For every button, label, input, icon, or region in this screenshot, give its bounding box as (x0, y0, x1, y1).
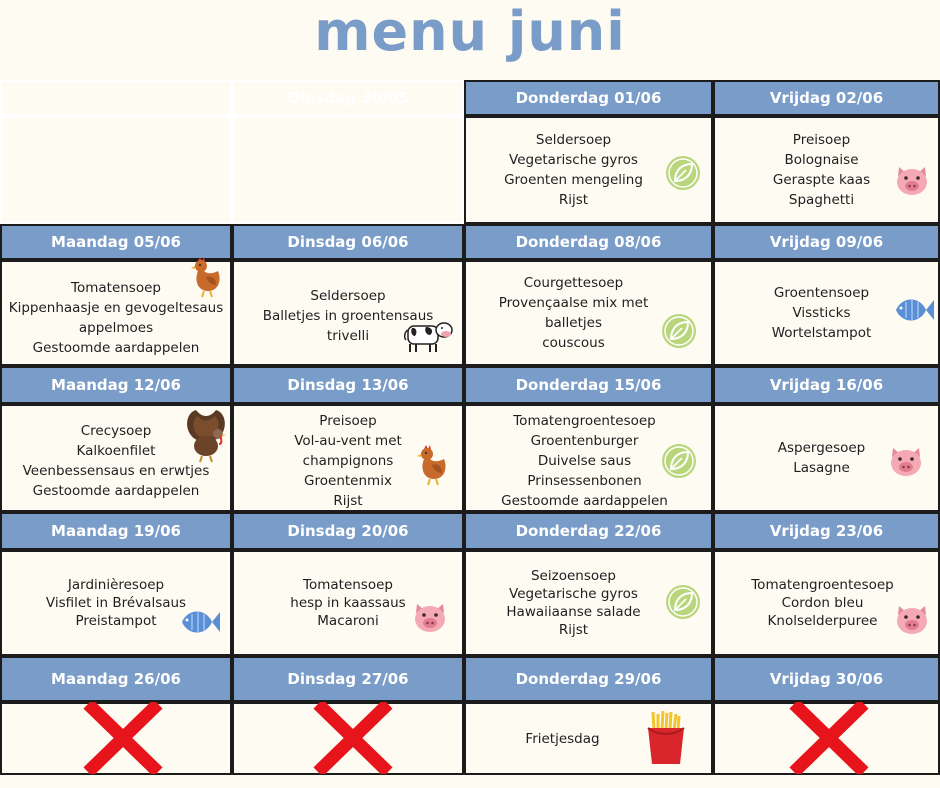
menu-line: Prinsessenbonen (527, 473, 642, 489)
menu-line: champignons (302, 453, 394, 469)
menu-line: Kalkoenfilet (76, 443, 156, 459)
leaf-icon (664, 583, 702, 621)
menu-line: Courgettesoep (523, 275, 624, 291)
menu-line: Lasagne (793, 460, 850, 476)
menu-line: Preisoep (319, 413, 377, 429)
menu-line: balletjes (544, 315, 603, 331)
menu-line: Duivelse saus (537, 453, 632, 469)
leaf-icon (660, 312, 698, 350)
day-header: Maandag 12/06 (0, 366, 232, 404)
day-header: Donderdag 15/06 (464, 366, 713, 404)
menu-line: Jardinièresoep (67, 577, 165, 593)
menu-line: Rijst (558, 622, 589, 638)
empty-menu-cell (232, 116, 464, 224)
chicken-icon (186, 255, 224, 299)
menu-line: Provençaalse mix met (498, 295, 649, 311)
menu-line: Seldersoep (310, 288, 386, 304)
day-header: Donderdag 01/06 (464, 80, 713, 116)
fish-icon (178, 602, 222, 642)
menu-line: Rijst (333, 493, 363, 509)
menu-line: Tomatensoep (71, 280, 161, 296)
menu-line: hesp in kaassaus (290, 595, 406, 611)
menu-line: appelmoes (78, 320, 154, 336)
menu-line: Vol-au-vent met (294, 433, 402, 449)
menu-line: trivelli (326, 328, 370, 344)
day-header: Dinsdag 20/06 (232, 512, 464, 550)
menu-line: Gestoomde aardappelen (32, 340, 200, 356)
empty-header-cell (0, 80, 232, 116)
menu-line: Groentensoep (773, 285, 870, 301)
menu-line: Geraspte kaas (772, 172, 871, 188)
pig-icon (888, 444, 924, 478)
menu-line: Tomatengroentesoep (751, 577, 894, 593)
menu-line: Wortelstampot (771, 325, 872, 341)
fries-icon (644, 710, 688, 766)
menu-line: Rijst (558, 192, 589, 208)
day-header: Vrijdag 23/06 (713, 512, 940, 550)
menu-line: Preisoep (792, 132, 851, 148)
day-header: Maandag 05/06 (0, 224, 232, 260)
day-header: Dinsdag 27/06 (232, 656, 464, 702)
page-title: menu juni (314, 0, 626, 63)
closed-x-icon (312, 702, 394, 774)
day-header: Donderdag 08/06 (464, 224, 713, 260)
menu-line: Groentenburger (530, 433, 639, 449)
menu-line: Spaghetti (788, 192, 855, 208)
day-header: Dinsdag 13/06 (232, 366, 464, 404)
menu-line: couscous (542, 335, 605, 351)
day-header: Vrijdag 30/06 (713, 656, 940, 702)
menu-line: Knolselderpuree (767, 613, 878, 629)
menu-line: Veenbessensaus en erwtjes (22, 463, 210, 479)
day-header: Maandag 19/06 (0, 512, 232, 550)
menu-line: Preistampot (75, 613, 157, 629)
menu-line: Seizoensoep (530, 568, 616, 584)
menu-line: Tomatensoep (303, 577, 393, 593)
chicken-icon (412, 443, 450, 487)
pig-icon (894, 163, 930, 197)
day-header: Vrijdag 16/06 (713, 366, 940, 404)
menu-line: Visfilet in Brévalsaus (45, 595, 187, 611)
menu-line: Gestoomde aardappelen (501, 493, 668, 509)
menu-line: Groenten mengeling (504, 172, 643, 188)
day-header: Donderdag 22/06 (464, 512, 713, 550)
menu-line: Seldersoep (535, 132, 612, 148)
menu-line: Vegetarische gyros (509, 152, 638, 168)
menu-line: Tomatengroentesoep (513, 413, 656, 429)
closed-x-icon (788, 702, 870, 774)
fish-icon (892, 290, 936, 330)
day-header: Donderdag 29/06 (464, 656, 713, 702)
leaf-icon (660, 442, 698, 480)
day-header: Vrijdag 02/06 (713, 80, 940, 116)
menu-line: Bolognaise (784, 152, 859, 168)
leaf-icon (664, 154, 702, 192)
menu-line: Frietjesdag (525, 730, 600, 747)
pig-icon (894, 602, 930, 636)
menu-line: Groentenmix (304, 473, 392, 489)
closed-x-icon (82, 702, 164, 774)
day-header: Dinsdag 06/06 (232, 224, 464, 260)
menu-line: Crecysoep (80, 423, 152, 439)
menu-line: Gestoomde aardappelen (32, 483, 200, 499)
day-header: Vrijdag 09/06 (713, 224, 940, 260)
menu-line: Balletjes in groentensaus (262, 308, 434, 324)
day-header-hidden: Dinsdag 30/05 (232, 80, 464, 116)
menu-line: Hawaiiaanse salade (506, 604, 641, 620)
menu-line: Aspergesoep (777, 440, 866, 456)
menu-line: Cordon bleu (781, 595, 864, 611)
turkey-icon (182, 408, 230, 464)
menu-line: Macaroni (317, 613, 379, 629)
menu-line: Kippenhaasje en gevogeltesaus (8, 300, 224, 316)
day-header: Maandag 26/06 (0, 656, 232, 702)
empty-menu-cell (0, 116, 232, 224)
cow-icon (402, 318, 454, 356)
pig-icon (412, 600, 448, 634)
menu-line: Vissticks (792, 305, 851, 321)
menu-line: Vegetarische gyros (509, 586, 638, 602)
